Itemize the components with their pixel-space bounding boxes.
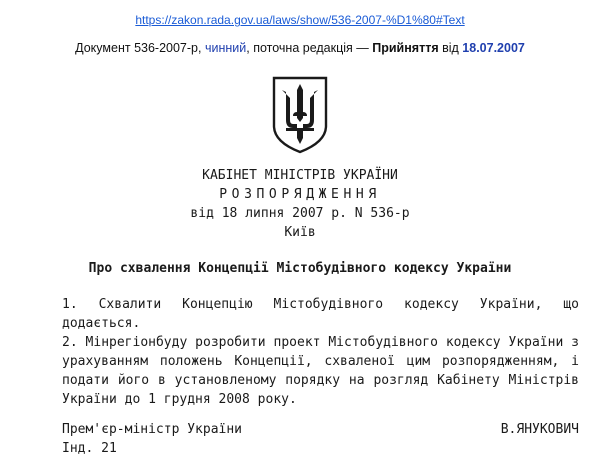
adoption-label: Прийняття	[372, 41, 439, 55]
from-word: від	[438, 41, 463, 55]
trident-emblem-icon	[271, 76, 329, 154]
doc-number: 536-2007-р	[134, 41, 199, 55]
document-type-heading: РОЗПОРЯДЖЕННЯ	[219, 187, 381, 202]
signature-block	[62, 422, 579, 437]
document-date-number: від 18 липня 2007 р. N 536-р	[190, 206, 410, 221]
document-index: Інд. 21	[62, 441, 117, 456]
document-info-line	[0, 41, 600, 55]
status-badge: чинний	[204, 41, 247, 55]
document-title: Про схвалення Концепції Містобудівного кодексу України	[88, 261, 512, 276]
signer-name: В.ЯНУКОВИЧ	[500, 422, 579, 437]
authority-heading: КАБІНЕТ МІНІСТРІВ УКРАЇНИ	[202, 168, 398, 183]
paragraph-item-2: 2. Мінрегіонбуду розробити проект Містобудівного кодексу України з урахуванням положень Концепції, схваленої цим розпорядженням, і подати його в установленому порядку на розгляд Кабінету Міністрів України до 1 грудня 2008 року.	[62, 335, 579, 407]
document-city: Київ	[284, 225, 316, 240]
sep-2: , поточна редакція —	[246, 41, 373, 55]
source-url-link[interactable]: https://zakon.rada.gov.ua/laws/show/536-2007-%D1%80#Text	[135, 13, 465, 27]
doc-prefix: Документ	[75, 41, 135, 55]
signer-title: Прем'єр-міністр України	[62, 422, 243, 437]
paragraph-item-1: 1. Схвалити Концепцію Містобудівного кодексу України, що додається.	[62, 297, 579, 331]
sep-1: ,	[198, 41, 205, 55]
adoption-date: 18.07.2007	[462, 41, 525, 55]
